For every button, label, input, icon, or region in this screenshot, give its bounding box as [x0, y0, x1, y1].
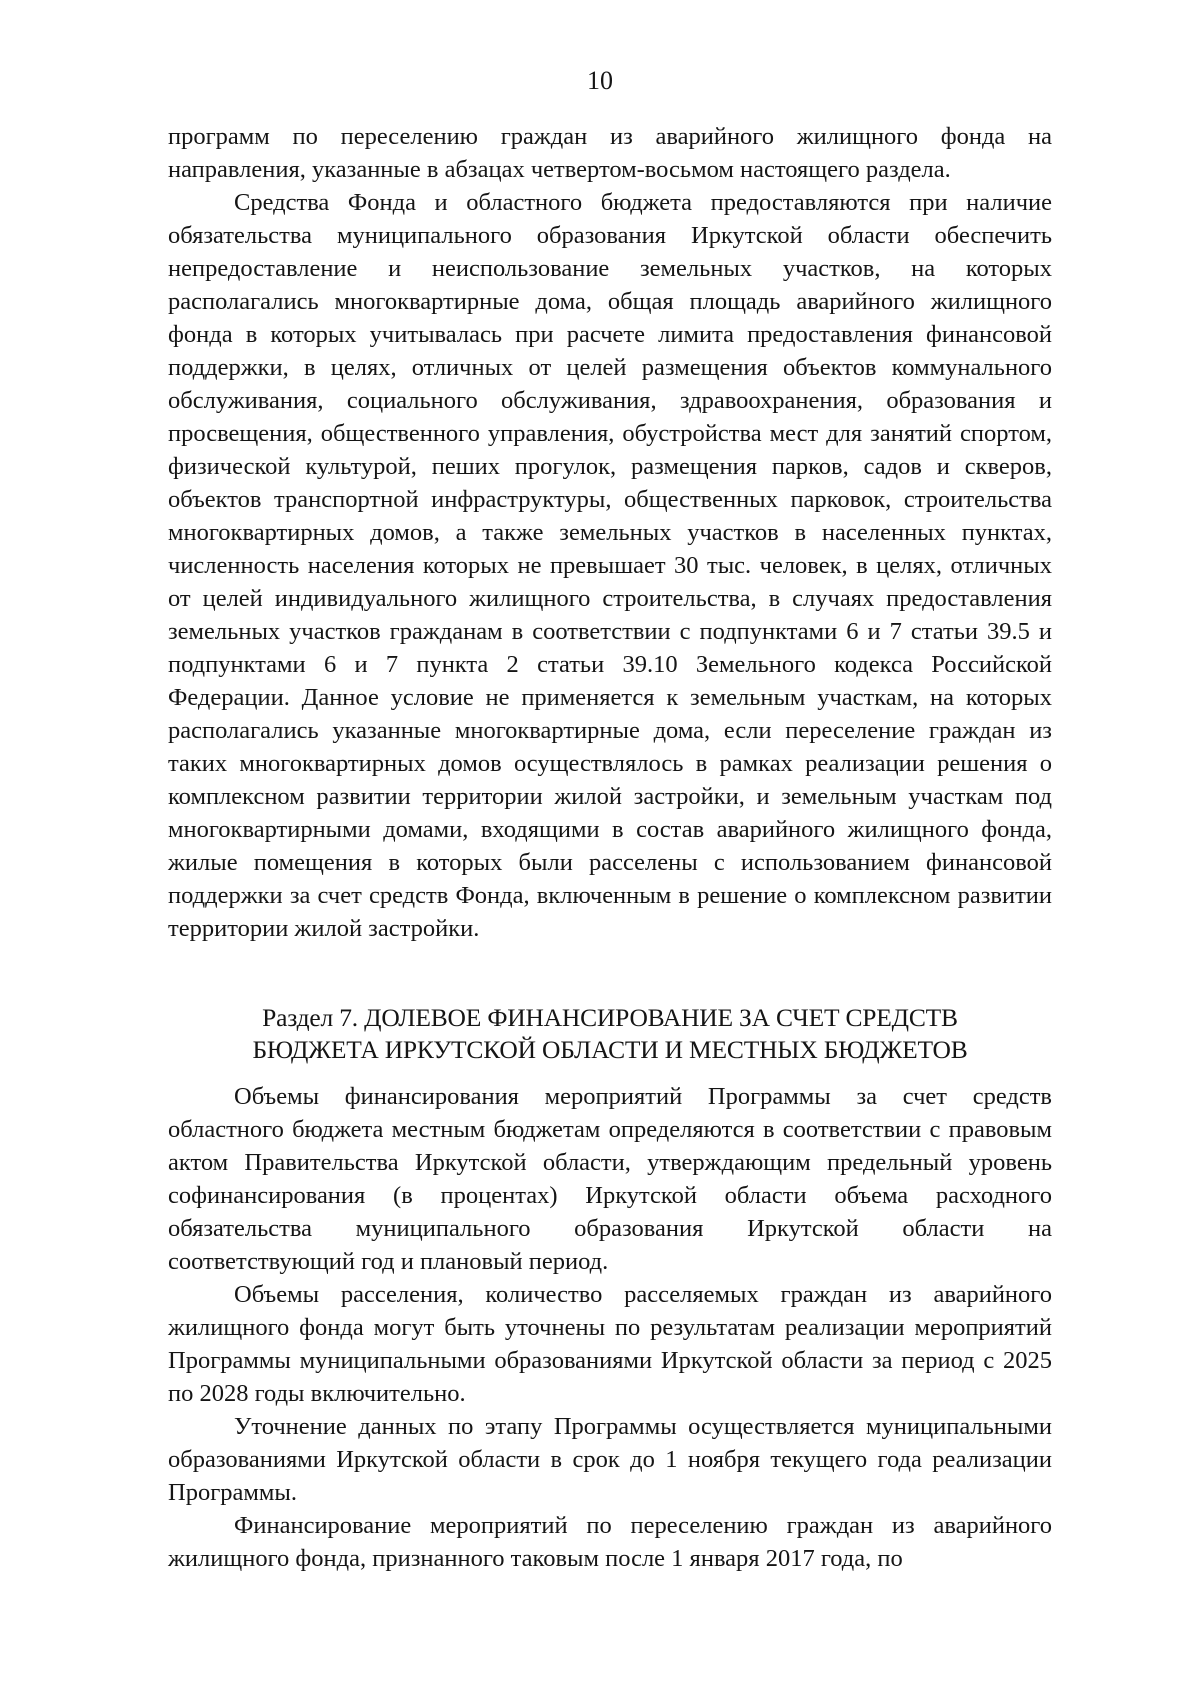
- section-7-text: [168, 1080, 1052, 1575]
- page-number: 10: [587, 66, 613, 95]
- section-7-heading: [168, 1002, 1052, 1066]
- paragraph-resettlement-volumes: Объемы расселения, количество расселяемых граждан из аварийного жилищного фонда могут быть уточнены по результатам реализации мероприятий Программы муниципальными образованиями Иркутской области за период с 2025 по 2028 годы включительно.: [168, 1281, 1052, 1407]
- paragraph-land-use-obligation: Средства Фонда и областного бюджета предоставляются при наличие обязательства муниципального образования Иркутской области обеспечить непредоставление и неиспользование земельных участков, на которых располагались многоквартирные дома, общая площадь аварийного жилищного фонда в которых учитывалась при расчете лимита предоставления финансовой поддержки, в целях, отличных от целей размещения объектов коммунального обслуживания, социального обслуживания, здравоохранения, образования и просвещения, общественного управления, обустройства мест для занятий спортом, физической культурой, пеших прогулок, размещения парков, садов и скверов, объектов транспортной инфраструктуры, общественных парковок, строительства многоквартирных домов, а также земельных участков в населенных пунктах, численность населения которых не превышает 30 тыс. человек, в целях, отличных от целей индивидуального жилищного строительства, в случаях предоставления земельных участков гражданам в соответствии с подпунктами 6 и 7 статьи 39.5 и подпунктами 6 и 7 пункта 2 статьи 39.10 Земельного кодекса Российской Федерации. Данное условие не применяется к земельным участкам, на которых располагались указанные многоквартирные дома, если переселение граждан из таких многоквартирных домов осуществлялось в рамках реализации решения о комплексном развитии территории жилой застройки, и земельным участкам под многоквартирными домами, входящими в состав аварийного жилищного фонда, жилые помещения в которых были расселены с использованием финансовой поддержки за счет средств Фонда, включенным в решение о комплексном развитии территории жилой застройки.: [168, 189, 1052, 942]
- paragraph-data-clarification: Уточнение данных по этапу Программы осуществляется муниципальными образованиями Иркутской области в срок до 1 ноября текущего года реализации Программы.: [168, 1413, 1052, 1506]
- section-7-heading-line-1: Раздел 7. ДОЛЕВОЕ ФИНАНСИРОВАНИЕ ЗА СЧЕТ СРЕДСТВ: [262, 1003, 958, 1032]
- section-7-heading-line-2: БЮДЖЕТА ИРКУТСКОЙ ОБЛАСТИ И МЕСТНЫХ БЮДЖЕТОВ: [252, 1035, 968, 1064]
- paragraph-financing-after-2017: Финансирование мероприятий по переселению граждан из аварийного жилищного фонда, признанного таковым после 1 января 2017 года, по: [168, 1512, 1052, 1572]
- section-6-text: [168, 120, 1052, 945]
- paragraph-financing-volumes: Объемы финансирования мероприятий Программы за счет средств областного бюджета местным бюджетам определяются в соответствии с правовым актом Правительства Иркутской области, утверждающим предельный уровень софинансирования (в процентах) Иркутской области объема расходного обязательства муниципального образования Иркутской области на соответствующий год и плановый период.: [168, 1083, 1052, 1275]
- paragraph-continuation: программ по переселению граждан из аварийного жилищного фонда на направления, указанные в абзацах четвертом-восьмом настоящего раздела.: [168, 123, 1052, 183]
